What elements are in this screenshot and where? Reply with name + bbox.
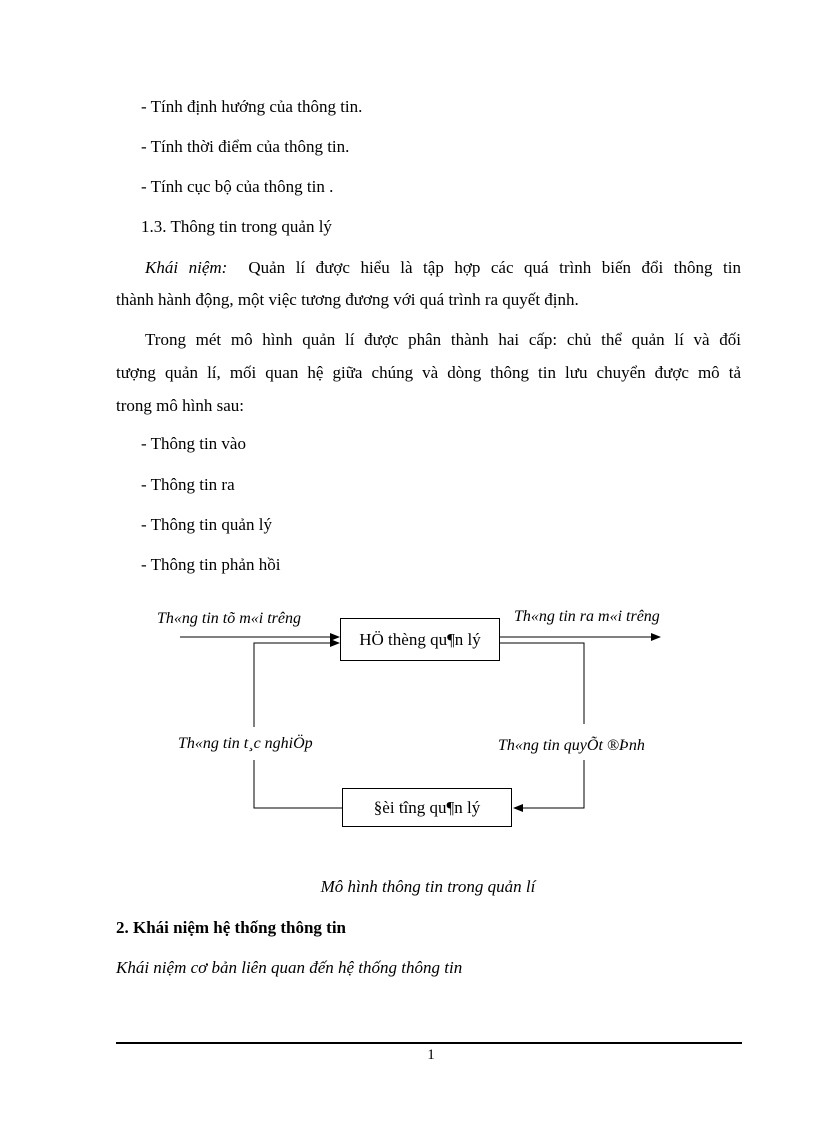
label-info-in: Th«ng tin tõ m«i trêng	[157, 610, 302, 627]
concept-label: Khái niệm:	[145, 258, 228, 277]
section-2-subtitle: Khái niệm cơ bản liên quan đến hệ thống thông tin	[116, 958, 463, 977]
model-line-2: tượng quản lí, mối quan hệ giữa chúng và dòng thông tin lưu chuyển được mô tả	[116, 363, 741, 382]
managed-object-label: §èi tîng qu¶n lý	[373, 797, 481, 817]
model-line-1: Trong mét mô hình quản lí được phân thành hai cấp: chủ thể quản lí và đối	[145, 330, 741, 349]
footer-rule	[116, 1042, 742, 1044]
label-decision: Th«ng tin quyÕt ®Þnh	[498, 737, 645, 754]
bullet-item: - Thông tin quản lý	[141, 515, 272, 534]
bullet-item: - Tính thời điểm của thông tin.	[141, 137, 350, 156]
section-heading-1-3: 1.3. Thông tin trong quản lý	[141, 217, 332, 236]
page-number: 1	[427, 1047, 435, 1063]
concept-text: Quản lí được hiểu là tập hợp các quá trình biến đổi thông tin	[248, 258, 741, 277]
bullet-item: - Thông tin phản hồi	[141, 555, 281, 574]
diagram-caption: Mô hình thông tin trong quản lí	[320, 877, 536, 896]
concept-line-2: thành hành động, một việc tương đương với quá trình ra quyết định.	[116, 290, 579, 309]
decision-path-top	[500, 643, 584, 724]
decision-path-bottom	[514, 760, 584, 808]
managed-object-box	[342, 788, 512, 827]
management-system-label: HÖ thèng qu¶n lý	[359, 629, 481, 649]
bullet-item: - Thông tin ra	[141, 475, 235, 494]
section-heading-2: 2. Khái niệm hệ thống thông tin	[116, 918, 347, 937]
bullet-item: - Tính định hướng của thông tin.	[141, 97, 363, 116]
bullet-item: - Tính cục bộ của thông tin .	[141, 177, 334, 196]
feedback-path-top	[254, 643, 339, 727]
label-info-out: Th«ng tin ra m«i trêng	[514, 608, 660, 625]
management-system-box	[340, 618, 500, 661]
model-line-3: trong mô hình sau:	[116, 396, 244, 415]
feedback-path-bottom	[254, 760, 342, 808]
label-feedback: Th«ng tin t¸c nghiÖp	[178, 735, 313, 752]
bullet-item: - Thông tin vào	[141, 434, 246, 453]
